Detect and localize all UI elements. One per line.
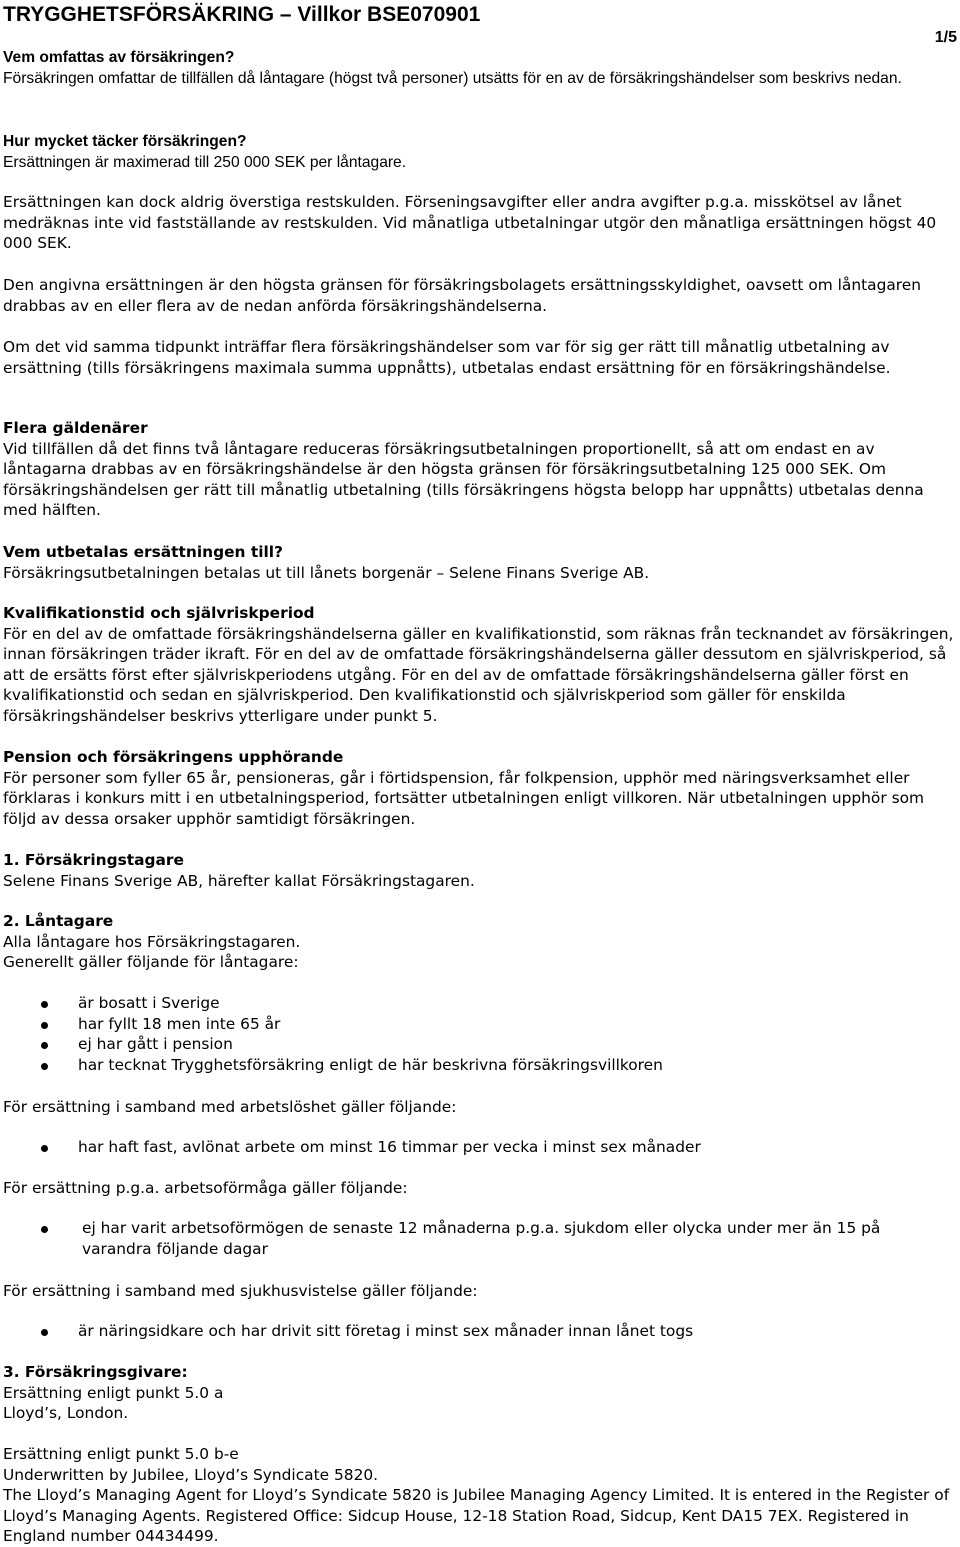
sjukhus-intro: För ersättning i samband med sjukhusvistelse gäller följande: [3, 1282, 478, 1300]
tagare-heading: 1. Försäkringstagare [3, 851, 184, 869]
givare-be-line1: Ersättning enligt punkt 5.0 b-e [3, 1445, 239, 1463]
lantagare-heading: 2. Låntagare [3, 912, 114, 930]
givare-be-line2: Underwritten by Jubilee, Lloyd’s Syndicate 5820. [3, 1465, 379, 1484]
list-item: ej har gått i pension [0, 1034, 950, 1055]
arbetsoformaga-intro: För ersättning p.g.a. arbetsoförmåga gäller följande: [3, 1179, 408, 1197]
kvalifikation-text: För en del av de omfattade försäkringshändelserna gäller en kvalifikationstid, som räknas från tecknandet av försäkringen, innan försäkringen träder ikraft. För en del av de omfattade försäkringshändelserna gäller dessutom en självriskperiod, så att de ersätts först efter självriskperiodens utgång. För en del av de omfattade försäkringshändelserna gäller först en kvalifikationstid och sedan en självriskperiod. Den kvalifikationstid och självriskperiod som gäller för enskilda försäkringshändelser beskrivs ytterligare under punkt 5. [3, 624, 954, 725]
paragraph-restskuld: Ersättningen kan dock aldrig överstiga restskulden. Förseningsavgifter eller andra avgifter p.g.a. misskötsel av lånet medräknas inte vid fastställande av restskulden. Vid månatliga utbetalningar utgör den månatliga ersättningen högst 40 000 SEK. [3, 193, 937, 253]
section-lantagare [3, 911, 957, 973]
section-underwriter [3, 1444, 957, 1547]
givare-a-line2: Lloyd’s, London. [3, 1404, 129, 1423]
document-title: TRYGGHETSFÖRSÄKRING – Villkor BSE070901 [3, 3, 481, 26]
section-forsakringsgivare [3, 1362, 957, 1424]
section-kvalifikation [3, 603, 957, 727]
section-pension [3, 747, 957, 829]
pension-text: För personer som fyller 65 år, pensioneras, går i förtidspension, får folkpension, upphör med näringsverksamhet eller förklaras i konkurs mitt i en utbetalningsperiod, fortsätter utbetalningen enligt villkoren. När utbetalningen upphör som följd av dessa orsaker upphör samtidigt försäkringen. [3, 768, 924, 828]
list-item: ej har varit arbetsoförmögen de senaste 12 månaderna p.g.a. sjukdom eller olycka under mer än 15 på varandra följande dagar [0, 1218, 950, 1259]
cover-text: Ersättningen är maximerad till 250 000 SEK per låntagare. [3, 154, 407, 171]
page-number: 1/5 [934, 29, 957, 46]
tagare-text: Selene Finans Sverige AB, härefter kallat Försäkringstagaren. [3, 871, 475, 890]
flera-text: Vid tillfällen då det finns två låntagare reduceras försäkringsutbetalningen proportionellt, så att om endast en av låntagarna drabbas av en försäkringshändelse är den högsta gränsen för försäkringsutbetalning 125 000 SEK. Om försäkringshändelsen ger rätt till månatlig utbetalning (tills försäkringens högsta belopp har uppnåtts) utbetalas denna med hälften. [3, 439, 924, 520]
lantagare-line2: Generellt gäller följande för låntagare: [3, 953, 299, 972]
mottagare-text: Försäkringsutbetalningen betalas ut till lånets borgenär – Selene Finans Sverige AB. [3, 563, 650, 582]
list-item: har haft fast, avlönat arbete om minst 16 timmar per vecka i minst sex månader [0, 1137, 950, 1158]
mottagare-heading: Vem utbetalas ersättningen till? [3, 543, 283, 561]
list-item: har fyllt 18 men inte 65 år [0, 1014, 950, 1035]
lantagare-line1: Alla låntagare hos Försäkringstagaren. [3, 932, 301, 951]
arbetsoformaga-list [0, 1218, 950, 1259]
list-item: är bosatt i Sverige [0, 993, 950, 1014]
paragraph-samtidigt: Om det vid samma tidpunkt inträffar flera försäkringshändelser som var för sig ger rätt till månatlig utbetalning av ersättning (tills försäkringens maximala summa uppnåtts), utbetalas endast ersättning för en försäkringshändelse. [3, 338, 891, 377]
kvalifikation-heading: Kvalifikationstid och självriskperiod [3, 604, 315, 622]
pension-heading: Pension och försäkringens upphörande [3, 748, 344, 766]
who-heading: Vem omfattas av försäkringen? [3, 49, 235, 66]
arbetsloshet-intro: För ersättning i samband med arbetslöshet gäller följande: [3, 1098, 457, 1116]
section-forsakringstagare [3, 850, 957, 891]
cover-heading: Hur mycket täcker försäkringen? [3, 133, 247, 150]
givare-be-text: The Lloyd’s Managing Agent for Lloyd’s Syndicate 5820 is Jubilee Managing Agency Limited. It is entered in the Register of Lloyd’s Managing Agents. Registered Office: Sidcup House, 12-18 Station Road, Sidcup, Kent DA15 7EX. Registered in England number 04434499. [3, 1486, 950, 1546]
list-item: har tecknat Trygghetsförsäkring enligt de här beskrivna försäkringsvillkoren [0, 1055, 950, 1076]
general-requirements-list [0, 993, 950, 1075]
givare-heading: 3. Försäkringsgivare: [3, 1363, 188, 1381]
paragraph-grans: Den angivna ersättningen är den högsta gränsen för försäkringsbolagets ersättningsskyldighet, oavsett om låntagaren drabbas av en eller flera av de nedan anförda försäkringshändelserna. [3, 276, 921, 315]
who-text: Försäkringen omfattar de tillfällen då låntagare (högst två personer) utsätts för en av de försäkringshändelser som beskrivs nedan. [3, 70, 902, 87]
section-who [3, 47, 957, 89]
section-cover [3, 131, 957, 173]
flera-heading: Flera gäldenärer [3, 419, 148, 437]
givare-a-line1: Ersättning enligt punkt 5.0 a [3, 1383, 224, 1402]
sjukhus-list [0, 1321, 950, 1342]
arbetsloshet-list [0, 1137, 950, 1158]
list-item: är näringsidkare och har drivit sitt företag i minst sex månader innan lånet togs [0, 1321, 950, 1342]
section-flera-galdenarer [3, 418, 957, 521]
section-mottagare [3, 542, 957, 583]
